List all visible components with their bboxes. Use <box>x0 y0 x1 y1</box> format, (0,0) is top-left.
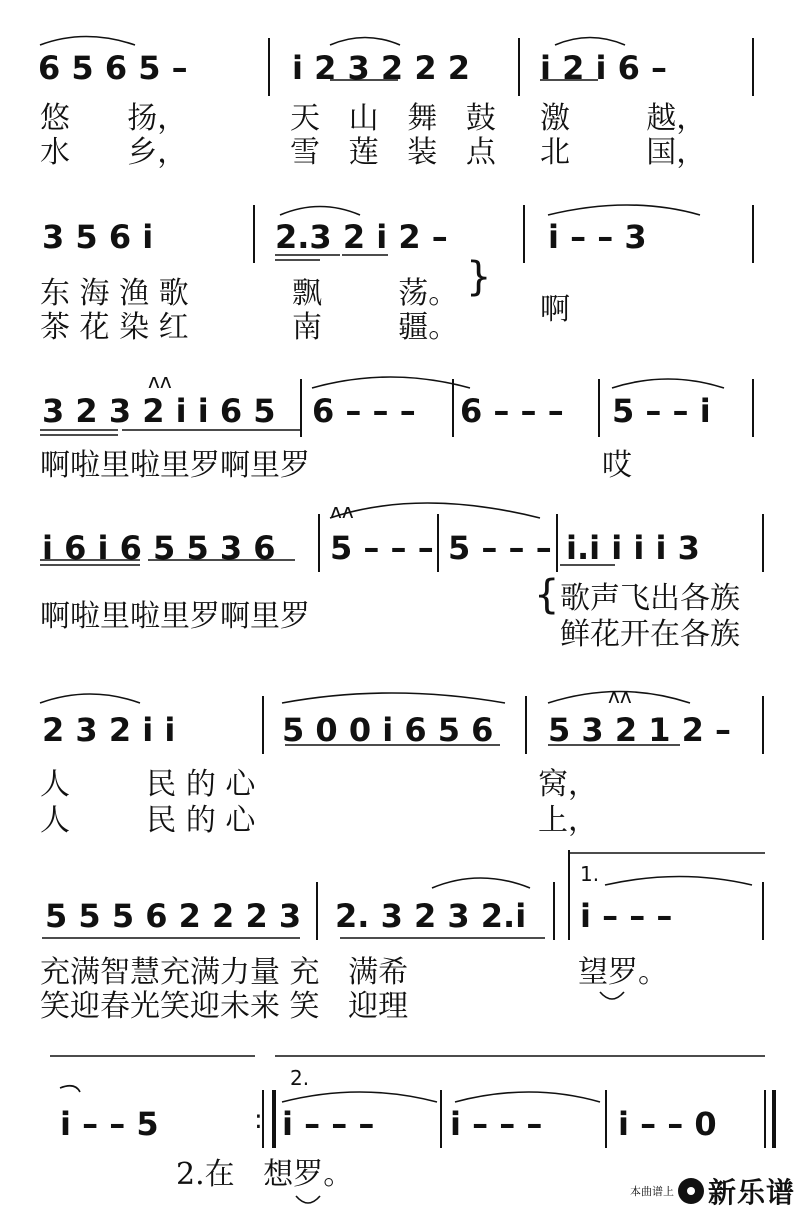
notes-row <box>0 850 801 935</box>
lyric-line: 人 民 的 心 <box>40 803 256 838</box>
barline <box>752 205 754 263</box>
measure-3: i – – 3 <box>548 218 647 256</box>
barline <box>772 1090 776 1148</box>
lyric-line: 东 海 渔 歌 <box>40 276 189 311</box>
measure-1: i 6 i 6 5 5 3 6 <box>42 529 276 567</box>
barline <box>762 696 764 754</box>
barline <box>598 379 600 437</box>
measure-3: 6 – – – <box>460 392 564 430</box>
barline <box>764 1090 766 1148</box>
barline <box>518 38 520 96</box>
measure-1: 3 5 6 i <box>42 218 154 256</box>
lyric-line: 上， <box>538 803 598 838</box>
measure-3: 5 3 2 1 2 – <box>548 711 732 749</box>
barline <box>752 379 754 437</box>
barline <box>752 38 754 96</box>
lyric-line: 北 国， <box>540 135 707 170</box>
barline <box>300 379 302 437</box>
measure-3: i – – – <box>580 897 673 935</box>
barline <box>762 514 764 572</box>
measure-2: 5 0 0 i 6 5 6 <box>282 711 494 749</box>
barline <box>268 38 270 96</box>
measure-1: 3 2 3 2 i i 6 5 <box>42 392 276 430</box>
watermark-caption: 本曲谱上 <box>629 1185 674 1198</box>
barline <box>605 1090 607 1148</box>
lyric-line: 歌声飞出各族 <box>560 581 740 616</box>
watermark <box>630 1171 795 1211</box>
lyric-line: 啊啦里啦里罗啊里罗 <box>40 599 310 634</box>
barline <box>568 850 570 940</box>
barline <box>316 882 318 940</box>
measure-1: i – – 5 <box>60 1105 159 1143</box>
lyric-line: 悠 扬， <box>40 101 188 136</box>
measure-3: i 2 i 6 – <box>540 49 668 87</box>
lyric-line: 天 山 舞 鼓 <box>290 101 496 136</box>
watermark-brand: 新乐谱 <box>707 1176 795 1209</box>
barline <box>762 882 764 940</box>
lyric-line: 茶 花 染 红 <box>40 310 189 345</box>
lyric-line: 人 民 的 心 <box>40 767 256 802</box>
measure-3: i – – – <box>450 1105 543 1143</box>
svg-text:ʌʌ: ʌʌ <box>148 369 172 393</box>
measure-3: 5 – – – <box>448 529 552 567</box>
volta-2-label: 2. <box>290 1066 310 1090</box>
lyric-line: 啊 <box>540 292 570 327</box>
measure-2: 6 – – – <box>312 392 416 430</box>
volta-1-label: 1. <box>580 862 600 886</box>
notes-row <box>0 1050 801 1143</box>
svg-text:{: { <box>534 572 560 618</box>
barline <box>523 205 525 263</box>
lyric-line: 2.在 想罗。 <box>176 1157 354 1192</box>
barline <box>556 514 558 572</box>
lyric-line: 南 疆。 <box>292 310 459 345</box>
barline <box>318 514 320 572</box>
barline <box>262 696 264 754</box>
lyric-line: 望罗。 <box>578 955 668 990</box>
svg-text:ʌʌ: ʌʌ <box>330 499 354 523</box>
lyric-line: 鲜花开在各族 <box>560 617 740 652</box>
lyric-line: 哎 <box>602 448 632 483</box>
lyric-line: 笑迎春光笑迎未来 笑 迎理 <box>40 989 409 1024</box>
barline <box>440 1090 442 1148</box>
measure-4: i.i i i i 3 <box>566 529 700 567</box>
measure-2: i 2 3 2 2 2 <box>292 49 470 87</box>
notes-row <box>0 680 801 750</box>
barline <box>437 514 439 572</box>
barline <box>525 696 527 754</box>
measure-1: 5 5 5 6 2 2 2 3 <box>45 897 302 935</box>
lyric-line: 窝， <box>538 767 598 802</box>
notes-row <box>0 500 801 570</box>
lyric-line: 雪 莲 装 点 <box>290 135 496 170</box>
disc-icon <box>678 1178 704 1204</box>
measure-2: 5 – – – <box>330 529 434 567</box>
lyric-line: 水 乡， <box>40 135 188 170</box>
measure-2: 2.3 2 i 2 – <box>275 218 448 256</box>
measure-4: 5 – – i <box>612 392 711 430</box>
barline <box>272 1090 276 1148</box>
notes-row <box>0 365 801 435</box>
barline <box>452 379 454 437</box>
barline <box>262 1090 264 1148</box>
lyric-line: 飘 荡。 <box>292 276 459 311</box>
barline <box>253 205 255 263</box>
lyric-line: 激 越， <box>540 101 707 136</box>
barline <box>553 882 555 940</box>
measure-1: 6 5 6 5 – <box>38 49 188 87</box>
measure-1: 2 3 2 i i <box>42 711 176 749</box>
measure-2: i – – – <box>282 1105 375 1143</box>
measure-2: 2. 3 2 3 2.i <box>335 897 527 935</box>
svg-text:ʌʌ: ʌʌ <box>608 684 632 708</box>
svg-text::: : <box>254 1105 263 1135</box>
lyric-line: 充满智慧充满力量 充 满希 <box>40 955 409 990</box>
lyric-line: 啊啦里啦里罗啊里罗 <box>40 448 310 483</box>
notes-row <box>0 30 801 100</box>
measure-4: i – – 0 <box>618 1105 717 1143</box>
svg-text:}: } <box>466 254 492 300</box>
notes-row <box>0 195 801 265</box>
